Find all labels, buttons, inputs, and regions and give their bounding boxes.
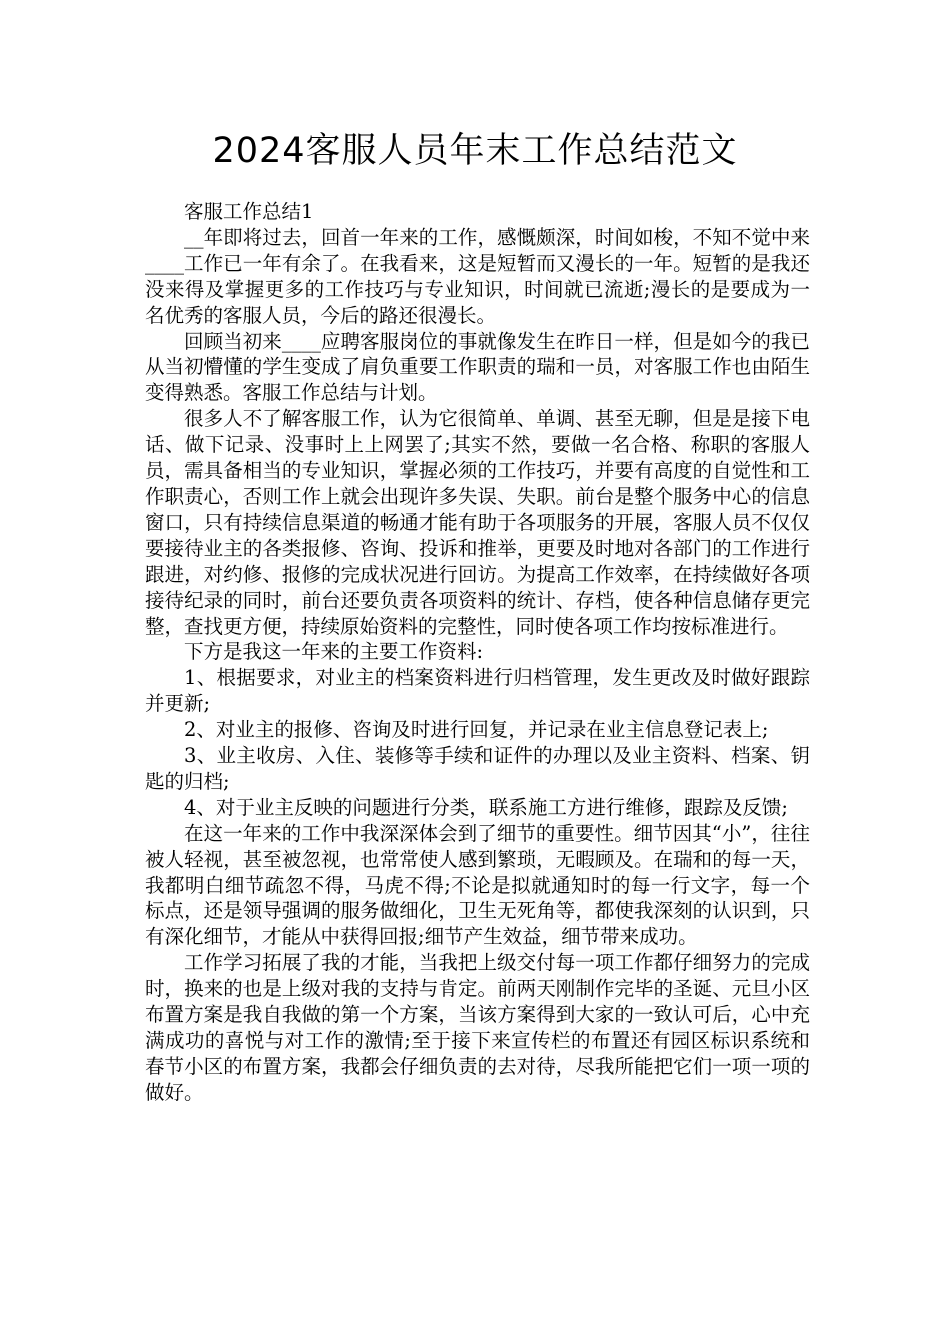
document-title: 2024客服人员年末工作总结范文 — [212, 131, 738, 171]
list-item: 3、业主收房、入住、装修等手续和证件的办理以及业主资料、档案、钥匙的归档; — [145, 744, 810, 793]
paragraph: 工作学习拓展了我的才能，当我把上级交付每一项工作都仔细努力的完成时，换来的也是上级对我的支持与肯定。前两天刚制作完毕的圣诞、元旦小区布置方案是我自我做的第一个方案，当该方案得到大家的一致认可后，心中充满成功的喜悦与对工作的激情;至于接下来宣传栏的布置还有园区标识系统和春节小区的布置方案，我都会仔细负责的去对待，尽我所能把它们一项一项的做好。 — [145, 951, 810, 1104]
list-item: 1、根据要求，对业主的档案资料进行归档管理，发生更改及时做好跟踪并更新; — [145, 666, 810, 716]
paragraph: 回顾当初来____应聘客服岗位的事就像发生在昨日一样，但是如今的我已从当初懵懂的学生变成了肩负重要工作职责的瑞和一员，对客服工作也由陌生变得熟悉。客服工作总结与计划。 — [145, 329, 810, 405]
document-body — [145, 199, 810, 1106]
list-item: 4、对于业主反映的问题进行分类，联系施工方进行维修，跟踪及反馈; — [184, 795, 788, 819]
list-item: 2、对业主的报修、咨询及时进行回复，并记录在业主信息登记表上; — [184, 718, 769, 742]
paragraph: 在这一年来的工作中我深深体会到了细节的重要性。细节因其“小”，往往被人轻视，甚至被忽视，也常常使人感到繁琐，无暇顾及。在瑞和的每一天，我都明白细节疏忽不得，马虎不得;不论是拟就通知时的每一行文字，每一个标点，还是领导强调的服务做细化，卫生无死角等，都使我深刻的认识到，只有深化细节，才能从中获得回报;细节产生效益，细节带来成功。 — [145, 821, 810, 949]
paragraph: 下方是我这一年来的主要工作资料: — [184, 640, 484, 664]
paragraph: __年即将过去，回首一年来的工作，感慨颇深，时间如梭，不知不觉中来____工作已一年有余了。在我看来，这是短暂而又漫长的一年。短暂的是我还没来得及掌握更多的工作技巧与专业知识，时间就已流逝;漫长的是要成为一名优秀的客服人员，今后的路还很漫长。 — [145, 225, 810, 327]
section-heading: 客服工作总结1 — [184, 200, 314, 223]
paragraph: 很多人不了解客服工作，认为它很简单、单调、甚至无聊，但是是接下电话、做下记录、没事时上上网罢了;其实不然，要做一名合格、称职的客服人员，需具备相当的专业知识，掌握必须的工作技巧，并要有高度的自觉性和工作职责心，否则工作上就会出现许多失误、失职。前台是整个服务中心的信息窗口，只有持续信息渠道的畅通才能有助于各项服务的开展，客服人员不仅仅要接待业主的各类报修、咨询、投诉和推举，更要及时地对各部门的工作进行跟进，对约修、报修的完成状况进行回访。为提高工作效率，在持续做好各项接待纪录的同时，前台还要负责各项资料的统计、存档，使各种信息储存更完整，查找更方便，持续原始资料的完整性，同时使各项工作均按标准进行。 — [145, 407, 810, 638]
